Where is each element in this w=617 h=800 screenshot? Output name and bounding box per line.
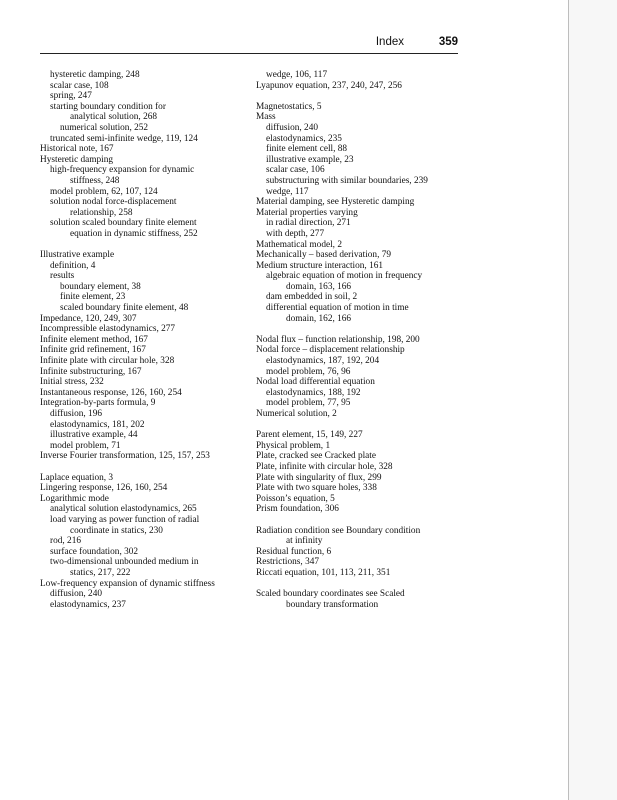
index-entry: Nodal force – displacement relationship xyxy=(256,345,405,356)
index-subentry: elastodynamics, 181, 202 xyxy=(50,419,145,430)
index-subentry: high-frequency expansion for dynamic xyxy=(50,165,195,176)
index-subentry: in radial direction, 271 xyxy=(266,218,351,229)
index-entry: Lyapunov equation, 237, 240, 247, 256 xyxy=(256,80,402,91)
index-subentry: hysteretic damping, 248 xyxy=(50,70,140,80)
index-subentry: boundary element, 38 xyxy=(60,281,141,292)
header-rule xyxy=(40,53,458,54)
index-subentry: model problem, 71 xyxy=(50,440,121,451)
index-subentry: diffusion, 196 xyxy=(50,409,102,419)
index-entry: Instantaneous response, 126, 160, 254 xyxy=(40,387,182,398)
index-entry: Magnetostatics, 5 xyxy=(256,101,322,112)
index-entry: Mathematical model, 2 xyxy=(256,239,342,250)
index-subentry: stiffness, 248 xyxy=(70,175,120,186)
index-entry: Nodal flux – function relationship, 198, 200 xyxy=(256,334,420,345)
index-entry: Plate with singularity of flux, 299 xyxy=(256,472,382,483)
index-subentry: equation in dynamic stiffness, 252 xyxy=(70,228,198,239)
index-subentry: coordinate in statics, 230 xyxy=(70,525,163,536)
index-entry: Laplace equation, 3 xyxy=(40,472,114,483)
index-subentry: elastodynamics, 237 xyxy=(50,599,126,610)
index-entry: Poisson’s equation, 5 xyxy=(256,493,335,504)
index-entry: Logarithmic mode xyxy=(40,493,109,504)
index-subentry: numerical solution, 252 xyxy=(60,122,149,133)
index-subentry: domain, 163, 166 xyxy=(286,281,352,292)
index-entry: Residual function, 6 xyxy=(256,546,332,557)
index-subentry: surface foundation, 302 xyxy=(50,546,139,557)
index-entry: Scaled boundary coordinates see Scaled xyxy=(256,589,405,600)
index-column-left xyxy=(40,70,245,610)
index-entry: Historical note, 167 xyxy=(40,144,114,155)
index-entry: Physical problem, 1 xyxy=(256,440,331,451)
page-margin xyxy=(569,0,617,800)
index-subentry: elastodynamics, 188, 192 xyxy=(266,387,361,398)
index-section-gap xyxy=(40,240,245,251)
index-subentry: scalar case, 108 xyxy=(50,80,109,91)
index-subentry: starting boundary condition for xyxy=(50,101,166,112)
index-entry: Low-frequency expansion of dynamic stiffness xyxy=(40,578,215,589)
index-entry: Integration-by-parts formula, 9 xyxy=(40,398,156,409)
index-subentry: analytical solution, 268 xyxy=(70,112,158,123)
index-entry: Numerical solution, 2 xyxy=(256,409,337,419)
index-subentry: elastodynamics, 187, 192, 204 xyxy=(266,356,380,367)
index-subentry: results xyxy=(50,271,75,282)
index-subentry: finite element cell, 88 xyxy=(266,144,348,155)
index-subentry: finite element, 23 xyxy=(60,292,126,303)
index-entry: Plate, infinite with circular hole, 328 xyxy=(256,461,393,472)
index-entry: Initial stress, 232 xyxy=(40,377,104,388)
index-entry: Infinite grid refinement, 167 xyxy=(40,345,146,356)
index-entry: Inverse Fourier transformation, 125, 157, 253 xyxy=(40,451,210,462)
index-entry: Riccati equation, 101, 113, 211, 351 xyxy=(256,567,391,578)
index-subentry: diffusion, 240 xyxy=(50,589,102,600)
index-entry: Infinite element method, 167 xyxy=(40,334,148,345)
index-subentry: algebraic equation of motion in frequency xyxy=(266,271,423,282)
running-header xyxy=(40,36,458,50)
index-subentry: scalar case, 106 xyxy=(266,165,325,176)
index-entry: Incompressible elastodynamics, 277 xyxy=(40,324,176,335)
index-subentry: diffusion, 240 xyxy=(266,122,318,133)
index-subentry: substructuring with similar boundaries, 239 xyxy=(266,175,428,186)
index-subentry: boundary transformation xyxy=(286,599,379,610)
index-subentry: truncated semi-infinite wedge, 119, 124 xyxy=(50,133,198,144)
page-number: 359 xyxy=(438,36,458,48)
index-entry: Lingering response, 126, 160, 254 xyxy=(40,483,168,494)
index-subentry: solution scaled boundary finite element xyxy=(50,218,197,229)
index-subentry: definition, 4 xyxy=(50,260,96,271)
index-entry: Prism foundation, 306 xyxy=(256,504,339,515)
index-entry: Infinite substructuring, 167 xyxy=(40,366,142,377)
index-entry: Mass xyxy=(256,112,276,123)
index-subentry: analytical solution elastodynamics, 265 xyxy=(50,504,197,515)
index-subentry: wedge, 117 xyxy=(266,186,309,197)
index-subentry: relationship, 258 xyxy=(70,207,133,218)
index-subentry: statics, 217, 222 xyxy=(70,567,131,578)
index-section-gap xyxy=(256,91,466,102)
index-entry: Mechanically – based derivation, 79 xyxy=(256,250,392,261)
index-entry: Infinite plate with circular hole, 328 xyxy=(40,356,175,367)
index-subentry: load varying as power function of radial xyxy=(50,514,200,525)
index-subentry: scaled boundary finite element, 48 xyxy=(60,303,189,314)
index-entry: Impedance, 120, 249, 307 xyxy=(40,313,137,324)
index-subentry: rod, 216 xyxy=(50,536,81,547)
index-entry: Restrictions, 347 xyxy=(256,557,320,568)
index-subentry: differential equation of motion in time xyxy=(266,303,409,314)
index-entry: Medium structure interaction, 161 xyxy=(256,260,384,271)
index-subentry: with depth, 277 xyxy=(266,228,325,239)
index-column-right xyxy=(256,70,466,610)
index-subentry: model problem, 76, 96 xyxy=(266,366,351,377)
index-entry: Nodal load differential equation xyxy=(256,377,375,388)
index-entry: Plate with two square holes, 338 xyxy=(256,483,377,494)
index-section-gap xyxy=(256,420,466,431)
index-section-gap xyxy=(256,579,466,590)
index-section-gap xyxy=(256,324,466,335)
index-subentry: at infinity xyxy=(286,536,323,547)
index-entry: Material properties varying xyxy=(256,207,358,218)
index-entry: Illustrative example xyxy=(40,250,115,261)
index-subentry: spring, 247 xyxy=(50,91,92,102)
index-entry: Parent element, 15, 149, 227 xyxy=(256,430,363,441)
index-entry: Material damping, see Hysteretic damping xyxy=(256,197,415,208)
index-subentry: domain, 162, 166 xyxy=(286,313,352,324)
index-section-gap xyxy=(256,515,466,526)
index-subentry: model problem, 77, 95 xyxy=(266,398,351,409)
index-subentry: model problem, 62, 107, 124 xyxy=(50,186,158,197)
index-entry: Radiation condition see Boundary condition xyxy=(256,525,421,536)
index-subentry: solution nodal force-displacement xyxy=(50,197,177,208)
index-entry: Hysteretic damping xyxy=(40,154,114,165)
index-subentry: dam embedded in soil, 2 xyxy=(266,292,358,303)
index-entry: Plate, cracked see Cracked plate xyxy=(256,451,377,462)
index-subentry: two-dimensional unbounded medium in xyxy=(50,557,199,568)
index-subentry: illustrative example, 44 xyxy=(50,430,138,441)
index-section-gap xyxy=(40,462,245,473)
header-title: Index xyxy=(375,36,404,48)
index-subentry: wedge, 106, 117 xyxy=(266,70,328,80)
index-subentry: elastodynamics, 235 xyxy=(266,133,342,144)
index-subentry: illustrative example, 23 xyxy=(266,154,354,165)
